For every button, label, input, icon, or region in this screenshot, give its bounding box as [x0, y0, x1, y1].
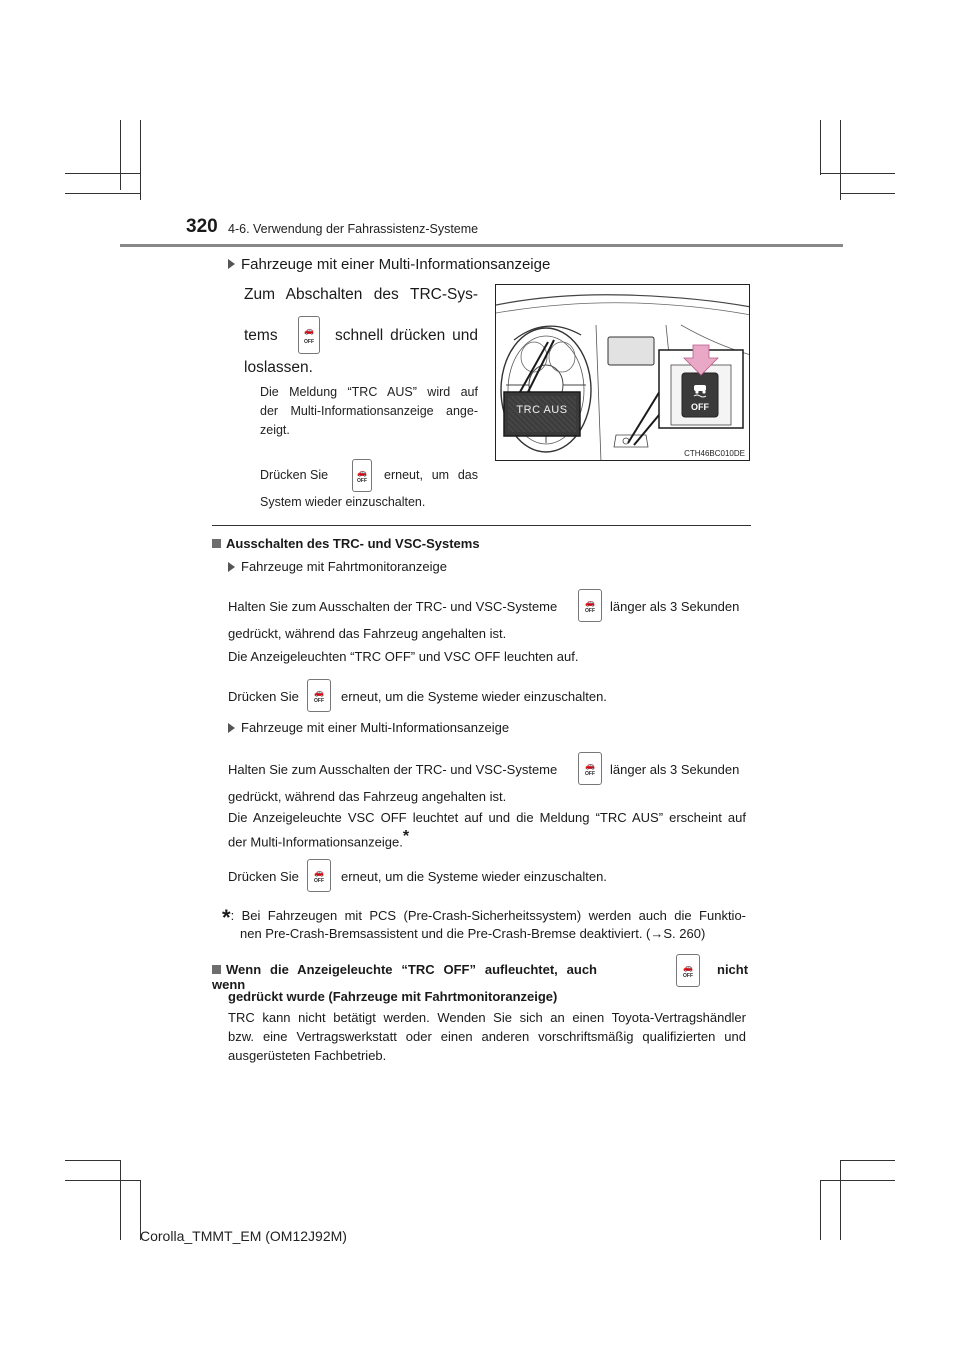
instruction-text: schnell drücken und	[335, 327, 478, 344]
paragraph-text: gedrückt, während das Fahrzeug angehalten ist.	[228, 789, 507, 804]
press-again-text: erneut, um das	[384, 468, 478, 482]
crop-mark	[65, 193, 140, 194]
trc-aus-display-label: TRC AUS	[516, 404, 568, 416]
section-heading-text: Ausschalten des TRC- und VSC-Systems	[226, 536, 480, 551]
page-number: 320	[186, 216, 218, 237]
paragraph-text: länger als 3 Sekunden	[610, 762, 740, 777]
trc-off-button-icon	[352, 459, 372, 492]
car-skid-icon: 🚗	[585, 597, 595, 607]
off-label: OFF	[585, 608, 595, 615]
square-bullet-icon	[212, 965, 221, 974]
dashboard-illustration	[496, 285, 750, 461]
header-rule	[120, 244, 843, 247]
off-label: OFF	[357, 478, 367, 485]
crop-mark	[840, 1160, 841, 1240]
press-again-text: Drücken Sie	[260, 468, 329, 482]
section-heading	[212, 962, 597, 992]
crop-mark	[840, 193, 895, 194]
off-label: OFF	[683, 973, 693, 980]
paragraph-text: Halten Sie zum Ausschalten der TRC- und VSC-Systeme	[228, 762, 558, 777]
paragraph-text: Drücken Sie	[228, 869, 299, 884]
arrow-right-icon	[228, 259, 235, 269]
dashboard-figure	[495, 284, 750, 461]
trc-off-button-icon	[578, 589, 602, 622]
note-line-2: der Multi-Informationsanzeige ange-	[260, 404, 478, 418]
sub-heading-text: Fahrzeuge mit einer Multi-Informationsanzeige	[241, 720, 510, 735]
paragraph-text	[228, 827, 409, 851]
square-bullet-icon	[212, 539, 221, 548]
top-subheading	[228, 256, 550, 273]
crop-mark	[840, 1160, 895, 1161]
off-label: OFF	[314, 698, 324, 705]
section-heading	[212, 536, 480, 551]
off-label: OFF	[314, 878, 324, 885]
footnote-marker: *	[222, 905, 231, 930]
crop-mark	[820, 1180, 895, 1181]
paragraph-text: TRC kann nicht betätigt werden. Wenden Sie sich an einen Toyota-Vertragshändler	[228, 1010, 746, 1025]
footer-text: Corolla_TMMT_EM (OM12J92M)	[140, 1228, 347, 1244]
trc-off-button-icon	[307, 859, 331, 892]
sub-heading	[228, 557, 447, 576]
car-skid-icon: 🚗	[585, 760, 595, 770]
figure-code: CTH46BC010DE	[684, 449, 745, 458]
note-line-1: Die Meldung “TRC AUS” wird auf	[260, 385, 478, 399]
paragraph-text: bzw. eine Vertragswerkstatt oder einen anderen vorschriftsmäßig qualifizierten und	[228, 1029, 746, 1044]
crop-mark	[820, 173, 895, 174]
paragraph-text: Drücken Sie	[228, 689, 299, 704]
trc-off-button-icon	[298, 316, 320, 354]
crop-mark	[140, 120, 141, 200]
crop-mark	[65, 1180, 140, 1181]
top-subheading-text: Fahrzeuge mit einer Multi-Informationsanzeige	[241, 256, 551, 273]
section-heading-text: Wenn die Anzeigeleuchte “TRC OFF” aufleuchtet, auch wenn	[212, 962, 597, 992]
paragraph-text: Die Anzeigeleuchte VSC OFF leuchtet auf und die Meldung “TRC AUS” erscheint auf	[228, 810, 746, 825]
paragraph-text: länger als 3 Sekunden	[610, 599, 740, 614]
footnote-text: : Bei Fahrzeugen mit PCS (Pre-Crash-Sicherheitssystem) werden auch die Funktio-	[230, 908, 746, 923]
trc-off-button-icon	[578, 752, 602, 785]
car-skid-icon: 🚗	[683, 962, 693, 972]
crop-mark	[65, 173, 140, 174]
off-label: OFF	[585, 771, 595, 778]
crop-mark	[820, 120, 821, 175]
paragraph-text: ausgerüsteten Fachbetrieb.	[228, 1048, 387, 1063]
instruction-line-3: loslassen.	[244, 359, 313, 376]
footnote	[222, 905, 746, 930]
crop-mark	[820, 1180, 821, 1240]
paragraph-text: gedrückt, während das Fahrzeug angehalten ist.	[228, 626, 507, 641]
note-line-3: zeigt.	[260, 423, 290, 437]
car-skid-icon: 🚗	[357, 467, 367, 477]
footnote-marker: *	[402, 828, 410, 845]
paragraph-text-span: der Multi-Informationsanzeige.	[228, 834, 403, 850]
section-divider	[212, 525, 751, 526]
trc-off-button-icon	[676, 954, 700, 987]
sub-heading	[228, 718, 509, 737]
footnote-line-2: nen Pre-Crash-Bremsassistent und die Pre-Crash-Bremse deaktiviert. (→S. 260)	[240, 926, 706, 941]
instruction-line-1: Zum Abschalten des TRC-Sys-	[244, 286, 478, 303]
instruction-text: tems	[244, 327, 278, 344]
crop-mark	[120, 1160, 121, 1240]
section-header: 4-6. Verwendung der Fahrassistenz-Systeme	[228, 222, 479, 236]
arrow-right-icon	[228, 723, 235, 733]
car-skid-icon: 🚗	[314, 867, 324, 877]
paragraph-text: Halten Sie zum Ausschalten der TRC- und VSC-Systeme	[228, 599, 558, 614]
section-heading-text: nicht	[717, 962, 749, 977]
section-heading-line-2: gedrückt wurde (Fahrzeuge mit Fahrtmonitoranzeige)	[228, 989, 558, 1004]
crop-mark	[840, 120, 841, 200]
arrow-right-icon	[228, 562, 235, 572]
paragraph-text: erneut, um die Systeme wieder einzuschalten.	[341, 689, 607, 704]
car-skid-icon: 🚗	[314, 687, 324, 697]
paragraph-text: Die Anzeigeleuchten “TRC OFF” und VSC OFF leuchten auf.	[228, 649, 579, 664]
trc-off-button-icon	[307, 679, 331, 712]
crop-mark	[65, 1160, 120, 1161]
sub-heading-text: Fahrzeuge mit Fahrtmonitoranzeige	[241, 559, 447, 574]
off-button-label: OFF	[691, 402, 709, 412]
crop-mark	[120, 120, 121, 190]
press-again-line-2: System wieder einzuschalten.	[260, 495, 426, 509]
paragraph-text: erneut, um die Systeme wieder einzuschalten.	[341, 869, 607, 884]
car-skid-icon: 🚗	[304, 326, 314, 336]
off-label: OFF	[304, 339, 314, 346]
